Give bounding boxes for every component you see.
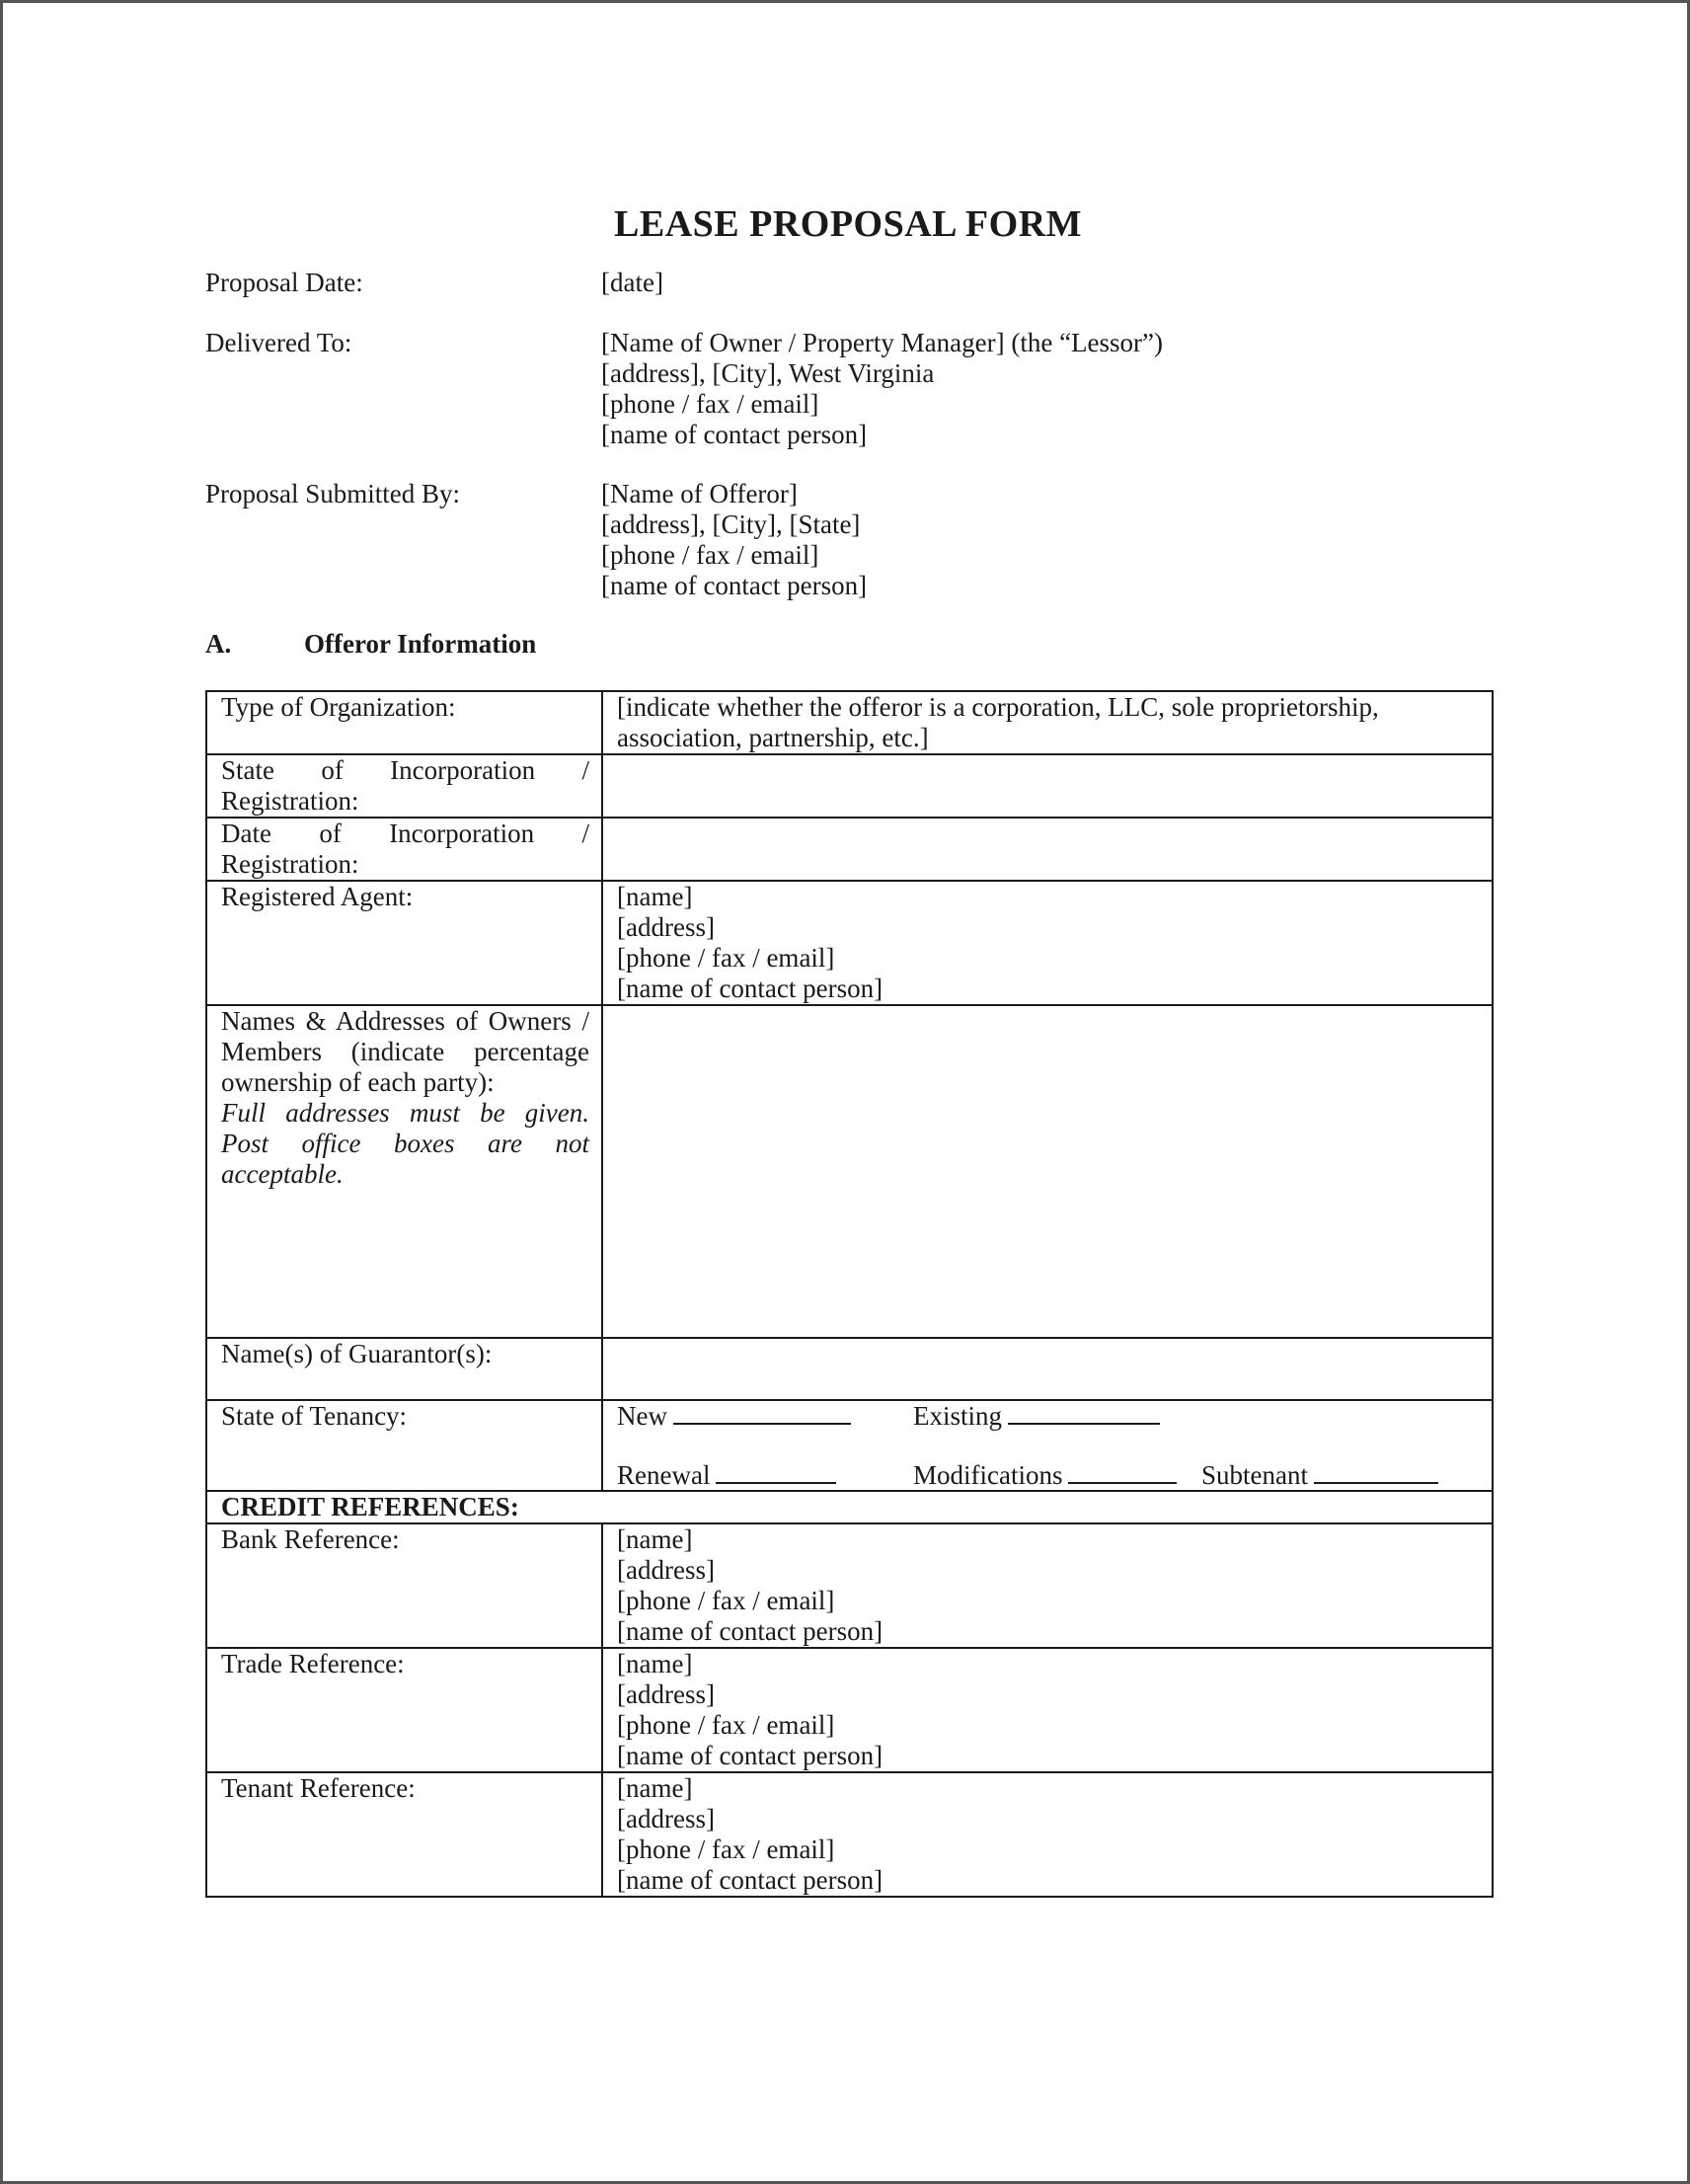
trade-reference-field[interactable] bbox=[602, 1648, 1493, 1772]
owners-label-cell bbox=[206, 1005, 602, 1338]
tenancy-modifications-label: Modifications bbox=[913, 1460, 1063, 1490]
type-of-org-value[interactable]: [indicate whether the offeror is a corporation, LLC, sole proprietorship, association, partnership, etc.] bbox=[602, 691, 1493, 754]
table-row bbox=[206, 1772, 1493, 1897]
registered-agent-label: Registered Agent: bbox=[206, 881, 602, 1005]
section-letter: A. bbox=[205, 629, 232, 659]
table-row bbox=[206, 1523, 1493, 1648]
registered-agent-line: [name of contact person] bbox=[617, 974, 883, 1003]
date-of-inc-label-line1: Date of Incorporation / bbox=[221, 819, 589, 848]
tenant-reference-line: [name] bbox=[617, 1773, 693, 1803]
submitted-by-line: [Name of Offeror] bbox=[601, 479, 798, 508]
delivered-to-line: [name of contact person] bbox=[601, 420, 868, 449]
trade-reference-line: [address] bbox=[617, 1679, 715, 1709]
table-row bbox=[206, 1400, 1493, 1491]
delivered-to-line: [phone / fax / email] bbox=[601, 389, 819, 419]
tenancy-modifications-blank[interactable] bbox=[1068, 1460, 1177, 1484]
owners-field[interactable] bbox=[602, 1005, 1493, 1338]
tenancy-label: State of Tenancy: bbox=[206, 1400, 602, 1491]
delivered-to-line: [address], [City], West Virginia bbox=[601, 358, 935, 388]
submitted-by-line: [phone / fax / email] bbox=[601, 540, 819, 570]
credit-references-heading: CREDIT REFERENCES: bbox=[206, 1491, 1493, 1523]
tenancy-existing bbox=[913, 1401, 1160, 1432]
bank-reference-line: [address] bbox=[617, 1555, 715, 1585]
bank-reference-line: [phone / fax / email] bbox=[617, 1586, 835, 1615]
submitted-by-label: Proposal Submitted By: bbox=[205, 479, 461, 508]
tenancy-new-label: New bbox=[617, 1401, 667, 1431]
tenant-reference-line: [phone / fax / email] bbox=[617, 1834, 835, 1864]
tenancy-subtenant-blank[interactable] bbox=[1314, 1460, 1438, 1484]
offeror-info-table bbox=[205, 690, 1494, 1898]
date-of-inc-field[interactable] bbox=[602, 818, 1493, 881]
registered-agent-line: [address] bbox=[617, 912, 715, 942]
trade-reference-label: Trade Reference: bbox=[206, 1648, 602, 1772]
tenancy-renewal-blank[interactable] bbox=[716, 1460, 836, 1484]
bank-reference-line: [name] bbox=[617, 1524, 693, 1554]
bank-reference-label: Bank Reference: bbox=[206, 1523, 602, 1648]
tenancy-existing-blank[interactable] bbox=[1008, 1401, 1160, 1425]
tenant-reference-label: Tenant Reference: bbox=[206, 1772, 602, 1897]
tenancy-renewal bbox=[617, 1460, 836, 1491]
registered-agent-line: [phone / fax / email] bbox=[617, 943, 835, 973]
owners-note: Full addresses must be given. Post office boxes are not acceptable. bbox=[221, 1098, 589, 1189]
tenancy-subtenant-label: Subtenant bbox=[1201, 1460, 1308, 1490]
delivered-to-line: [Name of Owner / Property Manager] (the “Lessor”) bbox=[601, 328, 1164, 357]
state-of-inc-label-line2: Registration: bbox=[221, 786, 359, 816]
table-row bbox=[206, 881, 1493, 1005]
section-title: Offeror Information bbox=[304, 629, 537, 659]
table-row bbox=[206, 1338, 1493, 1400]
tenancy-new bbox=[617, 1401, 851, 1432]
delivered-to-label: Delivered To: bbox=[205, 328, 352, 357]
date-of-inc-label-line2: Registration: bbox=[221, 849, 359, 879]
bank-reference-field[interactable] bbox=[602, 1523, 1493, 1648]
table-row bbox=[206, 754, 1493, 818]
delivered-to-block bbox=[601, 328, 1163, 450]
registered-agent-line: [name] bbox=[617, 882, 693, 911]
submitted-by-line: [name of contact person] bbox=[601, 571, 868, 600]
table-row bbox=[206, 818, 1493, 881]
form-title: LEASE PROPOSAL FORM bbox=[614, 203, 1082, 245]
state-of-inc-label bbox=[206, 754, 602, 818]
tenant-reference-line: [name of contact person] bbox=[617, 1865, 883, 1895]
tenant-reference-line: [address] bbox=[617, 1804, 715, 1833]
registered-agent-field[interactable] bbox=[602, 881, 1493, 1005]
tenancy-existing-label: Existing bbox=[913, 1401, 1003, 1431]
date-of-inc-label bbox=[206, 818, 602, 881]
owners-label: Names & Addresses of Owners / Members (indicate percentage ownership of each party): bbox=[221, 1006, 589, 1097]
type-of-org-label: Type of Organization: bbox=[206, 691, 602, 754]
submitted-by-line: [address], [City], [State] bbox=[601, 509, 861, 539]
state-of-inc-label-line1: State of Incorporation / bbox=[221, 755, 589, 785]
trade-reference-line: [name of contact person] bbox=[617, 1741, 883, 1770]
guarantors-label: Name(s) of Guarantor(s): bbox=[206, 1338, 602, 1400]
tenancy-modifications bbox=[913, 1460, 1177, 1491]
tenancy-new-blank[interactable] bbox=[673, 1401, 851, 1425]
table-row bbox=[206, 1648, 1493, 1772]
submitted-by-block bbox=[601, 479, 867, 601]
tenancy-options bbox=[602, 1400, 1493, 1491]
table-row bbox=[206, 691, 1493, 754]
table-row bbox=[206, 1491, 1493, 1523]
tenant-reference-field[interactable] bbox=[602, 1772, 1493, 1897]
trade-reference-line: [name] bbox=[617, 1649, 693, 1678]
table-row bbox=[206, 1005, 1493, 1338]
state-of-inc-field[interactable] bbox=[602, 754, 1493, 818]
bank-reference-line: [name of contact person] bbox=[617, 1616, 883, 1646]
guarantors-field[interactable] bbox=[602, 1338, 1493, 1400]
tenancy-renewal-label: Renewal bbox=[617, 1460, 711, 1490]
proposal-date-value: [date] bbox=[601, 268, 663, 297]
proposal-date-label: Proposal Date: bbox=[205, 268, 363, 297]
trade-reference-line: [phone / fax / email] bbox=[617, 1710, 835, 1740]
tenancy-subtenant bbox=[1201, 1460, 1438, 1491]
